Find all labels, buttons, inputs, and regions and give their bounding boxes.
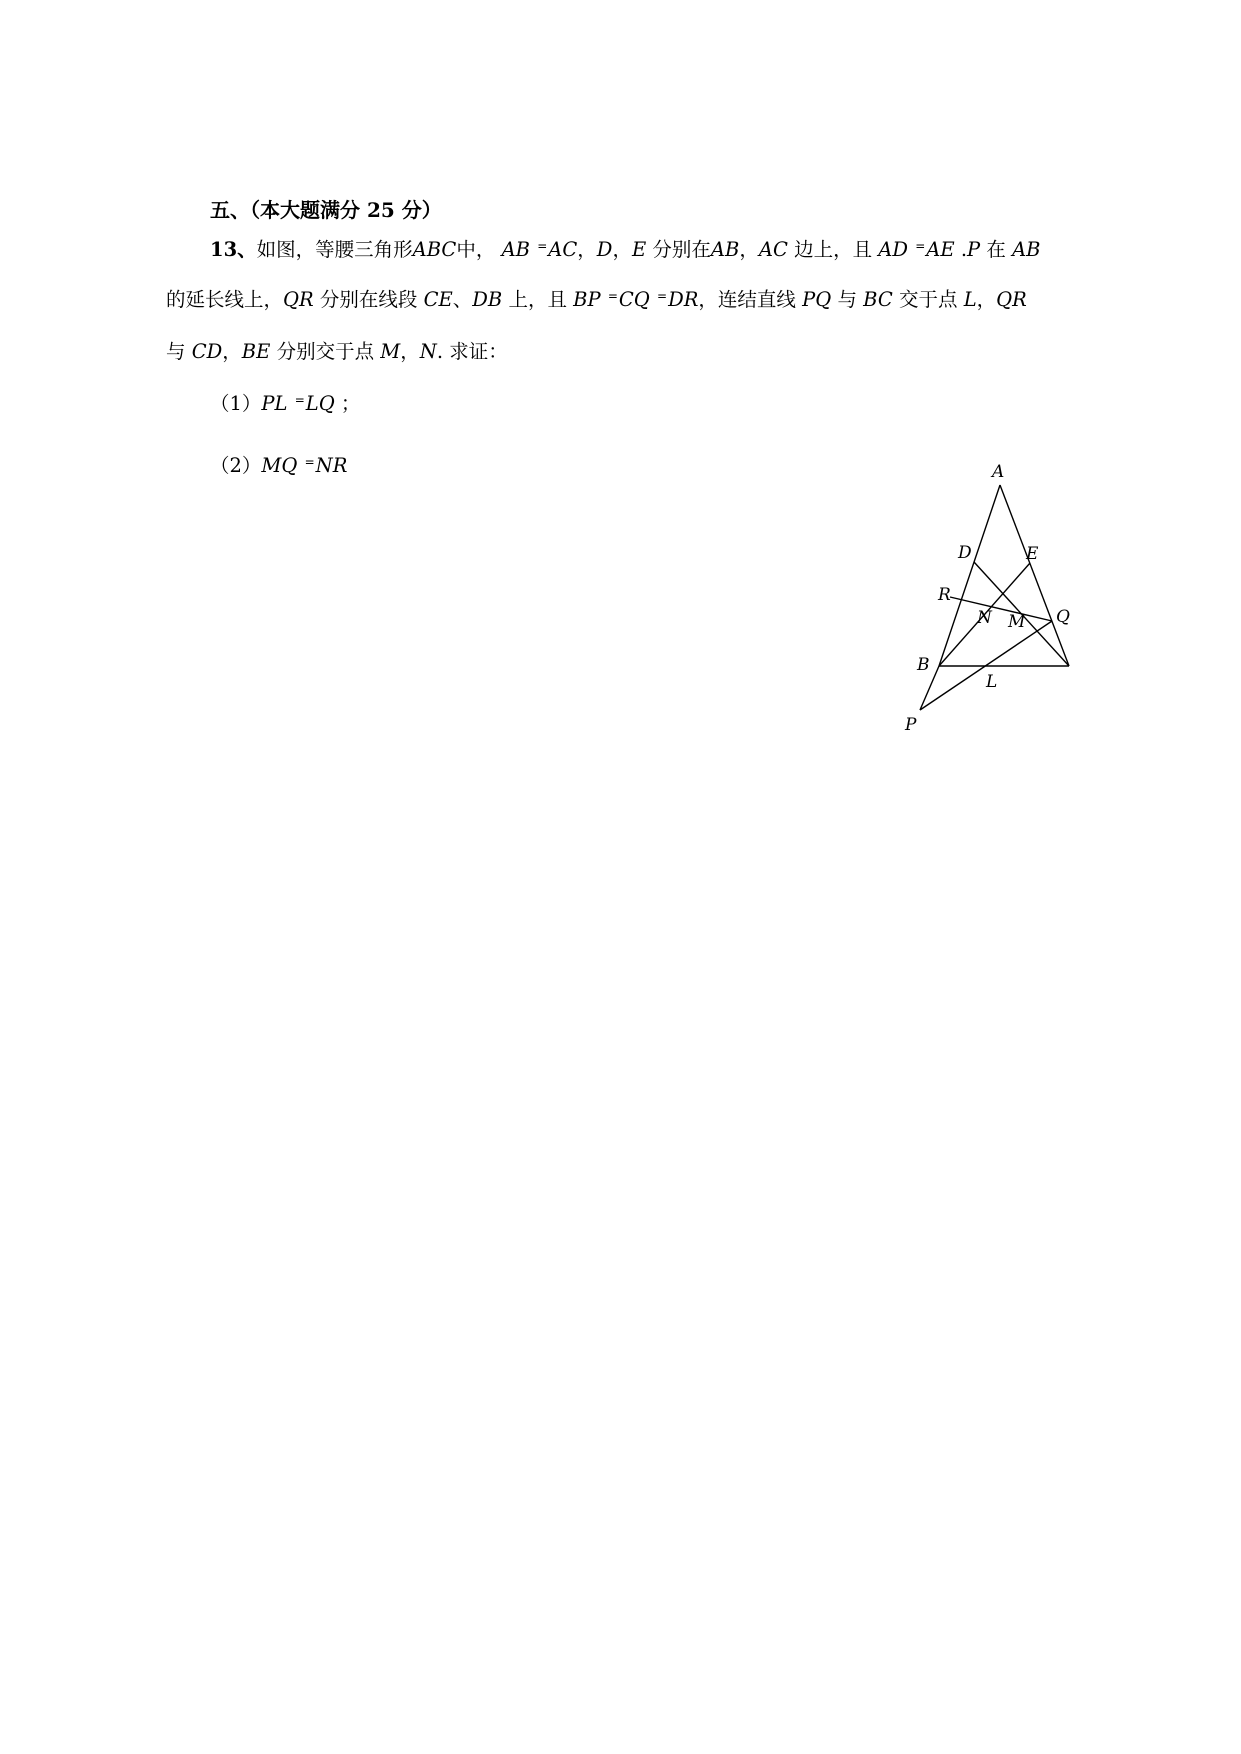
problem-number: 13、 bbox=[210, 238, 257, 261]
math-term: PQ bbox=[802, 288, 832, 311]
point-label-B: B bbox=[917, 655, 930, 675]
text: 边上，且 bbox=[794, 238, 873, 261]
geometry-figure bbox=[880, 455, 1110, 735]
equals-sign: = bbox=[607, 289, 618, 303]
math-term: QR bbox=[283, 288, 314, 311]
math-term: AB bbox=[501, 238, 530, 261]
math-term: QR bbox=[996, 288, 1027, 311]
math-term: D bbox=[596, 238, 613, 261]
point-label-R: R bbox=[938, 585, 951, 605]
math-term: AD bbox=[878, 238, 909, 261]
math-term: LQ bbox=[305, 392, 335, 415]
math-term: CD bbox=[191, 340, 223, 363]
math-term: AC bbox=[548, 238, 578, 261]
text: 如图，等腰三角形 bbox=[256, 238, 413, 261]
segment-AB bbox=[939, 485, 1000, 666]
text: ， bbox=[222, 340, 242, 363]
equals-sign: = bbox=[657, 289, 668, 303]
math-term: P bbox=[967, 238, 981, 261]
point-label-N: N bbox=[977, 608, 992, 628]
text: 分别在线段 bbox=[319, 288, 418, 311]
math-term: AB bbox=[710, 238, 740, 261]
text: ， bbox=[612, 238, 632, 261]
part-1 bbox=[210, 390, 360, 420]
math-term: N bbox=[419, 340, 437, 363]
problem-line-2 bbox=[166, 286, 1027, 316]
text: . 求证： bbox=[436, 340, 508, 363]
math-term: DB bbox=[472, 288, 503, 311]
text: ； bbox=[340, 392, 361, 415]
point-label-Q: Q bbox=[1056, 607, 1070, 627]
part-label: （2） bbox=[210, 454, 262, 477]
text: 上，且 bbox=[508, 288, 567, 311]
math-term: AE bbox=[926, 238, 955, 261]
math-term: NR bbox=[315, 454, 348, 477]
text: 的延长线上， bbox=[166, 288, 284, 311]
point-label-E: E bbox=[1026, 544, 1039, 564]
point-label-A: A bbox=[992, 462, 1005, 482]
point-label-D: D bbox=[958, 543, 972, 563]
point-labels bbox=[904, 462, 1070, 735]
math-term: L bbox=[963, 288, 977, 311]
text: ，连结直线 bbox=[698, 288, 796, 311]
problem-line-3 bbox=[166, 338, 508, 366]
equals-sign: = bbox=[537, 239, 548, 253]
text: 与 bbox=[166, 340, 186, 363]
math-term: CE bbox=[423, 288, 453, 311]
text: 与 bbox=[837, 288, 857, 311]
math-term: MQ bbox=[261, 454, 298, 477]
text: ， bbox=[739, 238, 759, 261]
part-label: （1） bbox=[210, 392, 262, 415]
text: 交于点 bbox=[898, 288, 958, 311]
math-term: ABC bbox=[412, 238, 457, 261]
math-term: AC bbox=[758, 238, 788, 261]
math-term: BE bbox=[241, 340, 271, 363]
text: ， bbox=[400, 340, 420, 363]
math-term: BP bbox=[573, 288, 601, 311]
part-2 bbox=[210, 452, 347, 482]
text: 在 bbox=[986, 238, 1006, 261]
text: 分别交于点 bbox=[276, 340, 375, 363]
equals-sign: = bbox=[304, 455, 315, 469]
segment-AC bbox=[1000, 485, 1069, 666]
math-term: AB bbox=[1012, 238, 1041, 261]
equals-sign: = bbox=[915, 239, 926, 253]
segment-RQ bbox=[950, 597, 1052, 621]
math-term: DR bbox=[668, 288, 699, 311]
text: 、 bbox=[452, 288, 473, 311]
math-term: BC bbox=[863, 288, 893, 311]
math-term: CQ bbox=[618, 288, 650, 311]
point-label-M: M bbox=[1008, 612, 1026, 632]
text: 中， bbox=[456, 238, 496, 261]
math-term: E bbox=[631, 238, 647, 261]
section-title: 五、（本大题满分 25 分） bbox=[210, 198, 442, 222]
text: . bbox=[960, 238, 968, 261]
point-label-L: L bbox=[986, 672, 998, 692]
text: 分别在 bbox=[652, 238, 711, 261]
problem-line-1 bbox=[210, 236, 1040, 266]
equals-sign: = bbox=[294, 393, 305, 407]
text: ， bbox=[577, 238, 597, 261]
point-label-P: P bbox=[905, 715, 917, 735]
geometry-diagram bbox=[880, 455, 1110, 735]
math-term: PL bbox=[261, 392, 288, 415]
math-term: M bbox=[380, 340, 401, 363]
text: ， bbox=[976, 288, 997, 311]
